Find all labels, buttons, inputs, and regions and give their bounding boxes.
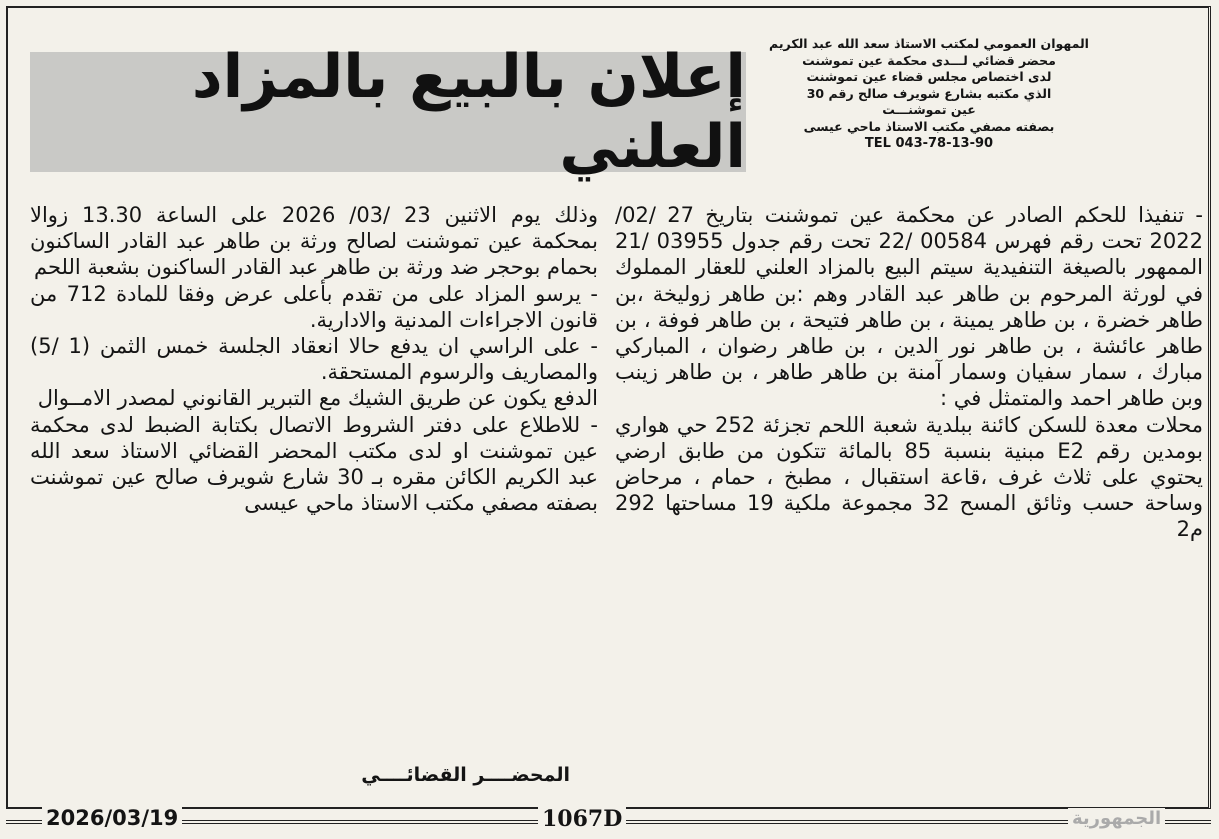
footer-code: 1067D xyxy=(538,806,626,832)
paragraph: - تنفيذا للحكم الصادر عن محكمة عين تموشنت بتاريخ 27 /02/ 2022 تحت رقم فهرس 00584 /22 تحت رقم جدول 03955 /21 الممهور بالصيغة التنفيدية سيتم البيع بالمزاد العلني للعقار المملوك في لورثة المرحوم بن طاهر عبد القادر وهم :بن طاهر زوليخة ،بن طاهر خضرة ، بن طاهر يمينة ، بن طاهر فتيحة ، بن طاهر فوفة ، بن طاهر عائشة ، بن طاهر نور الدين ، بن طاهر رضوان ، المباركي مبارك ، سمار سفيان وسمار آمنة بن طاهر طاهر ، بن طاهر زينب وبن طاهر احمد والمتمثل في : xyxy=(615,203,1203,411)
footer xyxy=(6,808,1211,836)
paragraph: - للاطلاع على دفتر الشروط الاتصال بكتابة الضبط لدى محكمة عين تموشنت او لدى مكتب المحضر القضائي الاستاذ سعد الله عبد الكريم الكائن مقره بـ 30 شارع شويرف صالح عين تموشنت بصفته مصفي مكتب الاستاذ ماحي عيسى xyxy=(30,412,598,516)
bailiff-office-block xyxy=(769,36,1089,152)
signature: المحضــــر القضائــــي xyxy=(361,764,570,786)
office-line: لدى اختصاص مجلس قضاء عين تموشنت xyxy=(806,69,1052,85)
paragraph: الدفع يكون عن طريق الشيك مع التبرير القانوني لمصدر الامــوال xyxy=(37,386,598,411)
office-phone: TEL 043-78-13-90 xyxy=(864,135,994,151)
newspaper-name: الجمهورية xyxy=(1068,808,1165,829)
page-title: إعلان بالبيع بالمزاد العلني xyxy=(191,42,746,182)
office-line: عين تموشنـــت xyxy=(882,102,976,118)
right-column xyxy=(615,202,1203,543)
paragraph: وذلك يوم الاثنين 23 /03/ 2026 على الساعة 13.30 زوالا بمحكمة عين تموشنت لصالح ورثة بن طاهر عبد القادر الساكنون بحمام بوحجر ضد ورثة بن طاهر عبد القادر الساكنون بشعبة اللحم xyxy=(30,203,598,280)
footer-date: 2026/03/19 xyxy=(42,806,182,830)
office-line: الذي مكتبه بشارع شويرف صالح رقم 30 xyxy=(806,85,1052,101)
paragraph: - يرسو المزاد على من تقدم بأعلى عرض وفقا للمادة 712 من قانون الاجراءات المدنية والادارية. xyxy=(30,281,598,332)
paragraph: - على الراسي ان يدفع حالا انعقاد الجلسة خمس الثمن (1 /5) والمصاريف والرسوم المستحقة. xyxy=(30,334,598,385)
left-column xyxy=(30,202,598,516)
paragraph: محلات معدة للسكن كائنة ببلدية شعبة اللحم تجزئة 252 حي هواري بومدين رقم E2 مبنية بنسبة 85 بالمائة تتكون من طابق ارضي يحتوي على ثلاث غرف ،قاعة استقبال ، مطبخ ، حمام ، مرحاض وساحة حسب وثائق المسح 32 مجموعة ملكية 19 مساحتها 292 م2 xyxy=(615,412,1204,542)
office-line: المهوان العمومي لمكتب الاستاذ سعد الله عبد الكريم xyxy=(769,36,1089,51)
office-line: محضر قضائي لـــدى محكمة عين تموشنت xyxy=(802,52,1056,68)
office-line: بصفته مصفي مكتب الاستاذ ماحي عيسى xyxy=(803,118,1055,134)
title-banner xyxy=(30,42,746,182)
